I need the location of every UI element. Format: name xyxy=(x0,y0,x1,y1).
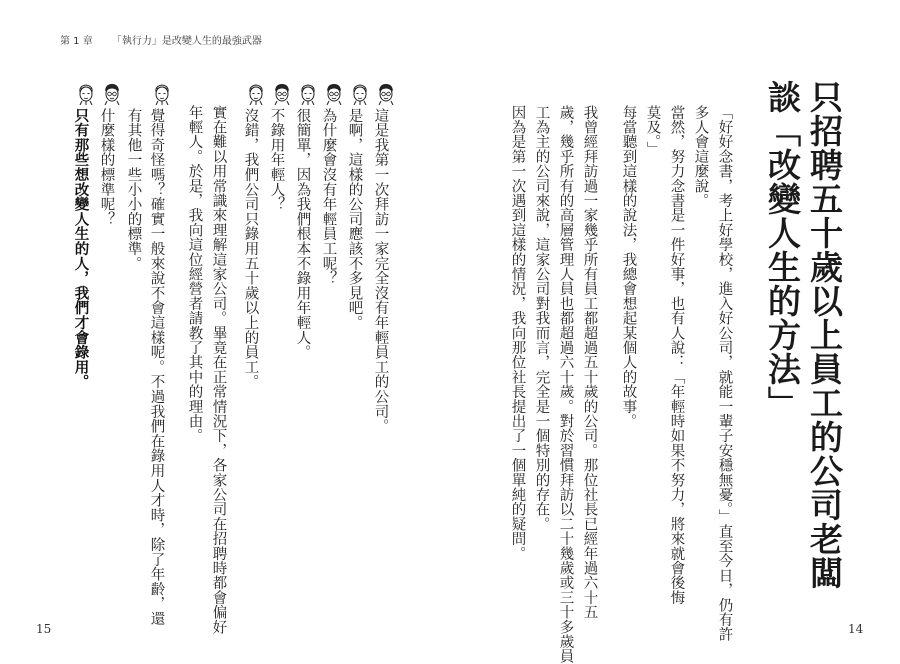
heading-line-1: 只招聘五十歲以上員工的公司老闆 xyxy=(805,80,844,590)
paragraph-line: 多人會這麼說。 xyxy=(692,105,709,208)
dialogue-line: 不錄用年輕人？ xyxy=(268,108,285,212)
interviewer-face-icon xyxy=(272,83,292,105)
dialogue-line: 什麼樣的標準呢？ xyxy=(98,108,115,227)
paragraph-line: 「好好念書，考上好學校，進入好公司，就能一輩子安穩無憂。」直至今日，仍有許 xyxy=(716,105,733,642)
dialogue-line: 為什麼會沒有年輕員工呢？ xyxy=(320,108,337,286)
president-face-icon xyxy=(350,83,370,105)
dialogue-line: 覺得奇怪嗎？確實一般來說不會這樣呢。不過我們在錄用人才時，除了年齡，還 xyxy=(148,108,165,626)
president-face-icon xyxy=(246,83,266,105)
interviewer-face-icon xyxy=(102,83,122,105)
president-face-icon xyxy=(298,83,318,105)
interviewer-face-icon xyxy=(324,83,344,105)
paragraph-line: 實在難以用常識來理解這家公司。畢竟在正常情況下，各家公司在招聘時都會偏好 xyxy=(210,105,227,635)
president-face-icon xyxy=(152,83,172,105)
dialogue-line: 是啊，這樣的公司應該不多見吧。 xyxy=(346,108,363,330)
dialogue-line: 沒錯，我們公司只錄用五十歲以上的員工。 xyxy=(242,108,259,390)
chapter-label: 第 1 章 xyxy=(60,36,93,47)
dialogue-line: 這是我第一次拜訪一家完全沒有年輕員工的公司。 xyxy=(372,108,389,434)
page-number-left: 15 xyxy=(36,622,52,636)
president-face-icon xyxy=(76,83,96,105)
heading-line-2: 談「改變人生的方法」 xyxy=(763,80,802,420)
chapter-title: 「執行力」是改變人生的最強武器 xyxy=(111,36,262,47)
paragraph-line: 當然，努力念書是一件好事，也有人說：「年輕時如果不努力，將來就會後悔 xyxy=(668,105,685,605)
page-number-right: 14 xyxy=(848,622,864,636)
interviewer-face-icon xyxy=(376,83,396,105)
paragraph-line: 工為主的公司來說，這家公司對我而言，完全是一個特別的存在。 xyxy=(533,105,550,532)
running-header xyxy=(60,32,262,47)
paragraph-line: 莫及。」 xyxy=(644,105,661,157)
paragraph-line: 每當聽到這樣的說法，我總會想起某個人的故事。 xyxy=(620,105,637,429)
dialogue-line: 有其他一些小小的標準。 xyxy=(125,108,142,271)
paragraph-line: 歲，幾乎所有的高層管理人員也都超過六十歲。對於習慣拜訪以二十幾歲或三十多歲員 xyxy=(557,105,574,664)
paragraph-line: 年輕人。於是，我向這位經營者請教了其中的理由。 xyxy=(186,105,203,444)
paragraph-line: 因為是第一次遇到這樣的情況，我向那位社長提出了一個單純的疑問。 xyxy=(509,105,526,561)
dialogue-line: 只有那些想改變人生的人，我們才會錄用。 xyxy=(72,108,89,390)
dialogue-line: 很簡單，因為我們根本不錄用年輕人。 xyxy=(294,108,311,360)
paragraph-line: 我曾經拜訪過一家幾乎所有員工都超過五十歲的公司。那位社長已經年過六十五 xyxy=(581,105,598,620)
